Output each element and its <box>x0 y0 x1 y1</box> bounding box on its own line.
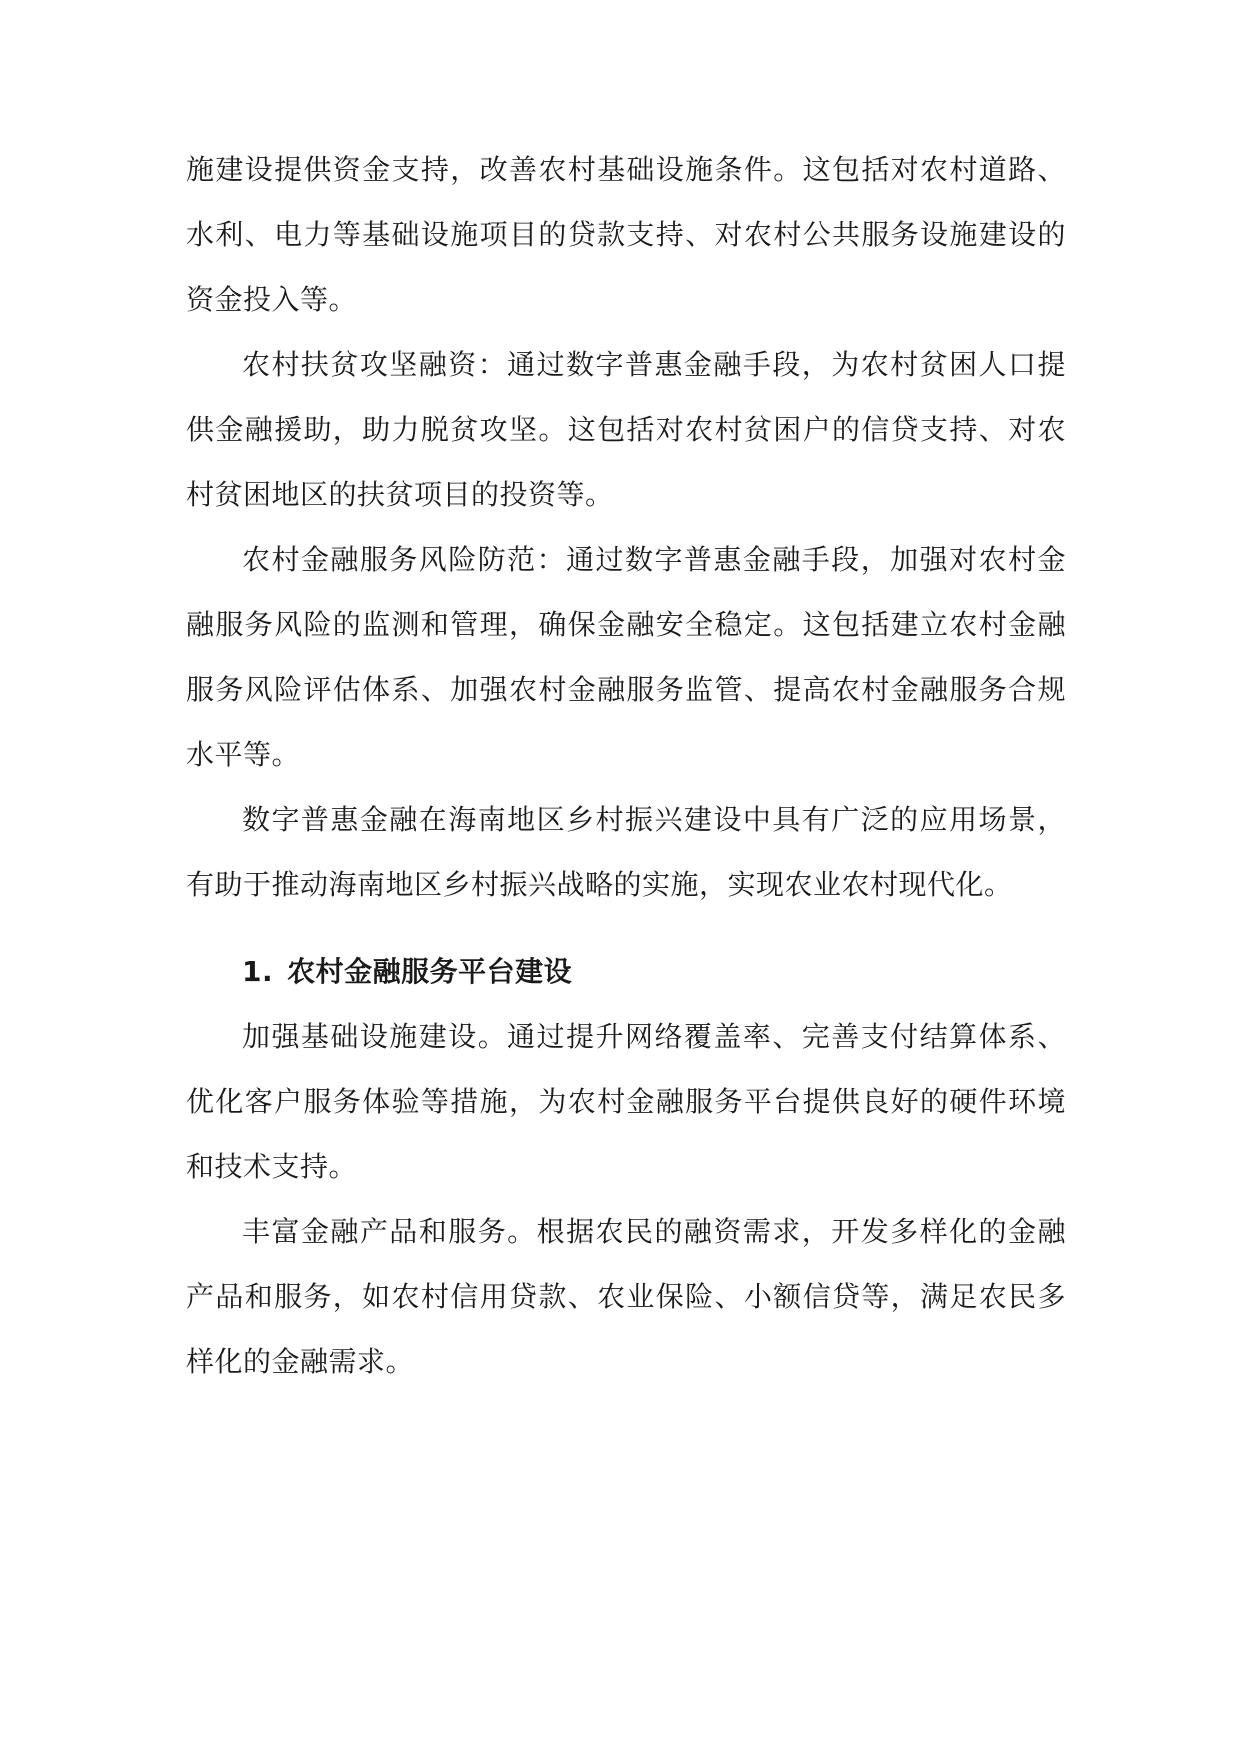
paragraph-continuation: 施建设提供资金支持，改善农村基础设施条件。这包括对农村道路、水利、电力等基础设施项目的贷款支持、对农村公共服务设施建设的资金投入等。 <box>186 153 1066 316</box>
paragraph-infrastructure: 加强基础设施建设。通过提升网络覆盖率、完善支付结算体系、优化客户服务体验等措施，为农村金融服务平台提供良好的硬件环境和技术支持。 <box>186 1020 1066 1183</box>
section-number: 1. <box>242 955 274 988</box>
paragraph-summary: 数字普惠金融在海南地区乡村振兴建设中具有广泛的应用场景，有助于推动海南地区乡村振兴战略的实施，实现农业农村现代化。 <box>186 803 1066 901</box>
section-title: 农村金融服务平台建设 <box>287 955 573 988</box>
section-heading <box>186 939 1066 1004</box>
paragraph-risk-prevention: 农村金融服务风险防范：通过数字普惠金融手段，加强对农村金融服务风险的监测和管理，确保金融安全稳定。这包括建立农村金融服务风险评估体系、加强农村金融服务监管、提高农村金融服务合规水平等。 <box>186 543 1066 771</box>
paragraph-products-services: 丰富金融产品和服务。根据农民的融资需求，开发多样化的金融产品和服务，如农村信用贷款、农业保险、小额信贷等，满足农民多样化的金融需求。 <box>186 1215 1066 1378</box>
paragraph-poverty-financing: 农村扶贫攻坚融资：通过数字普惠金融手段，为农村贫困人口提供金融援助，助力脱贫攻坚。这包括对农村贫困户的信贷支持、对农村贫困地区的扶贫项目的投资等。 <box>186 348 1066 511</box>
document-body <box>186 137 1066 1394</box>
